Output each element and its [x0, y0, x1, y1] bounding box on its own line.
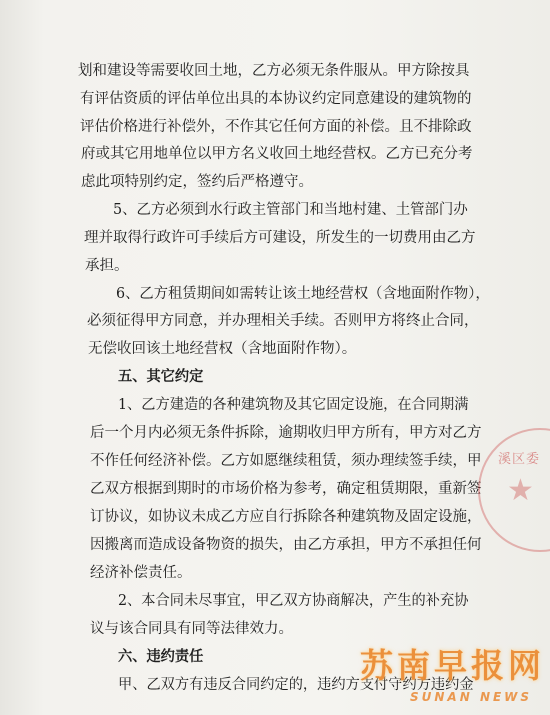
seal-text: 溪区委	[498, 452, 541, 467]
text-line: 必须征得甲方同意，并办理相关手续。否则甲方将终止合同，	[87, 313, 479, 329]
text-line: 划和建设等需要收回土地，乙方必须无条件服从。甲方除按具	[78, 63, 470, 79]
text-line: 乙双方根据到期时的市场价格为参考，确定租赁期限，重新签	[90, 481, 482, 497]
text-line: 有评估资质的评估单位出具的本协议约定同意建设的建筑物的	[80, 91, 472, 107]
text-line: 承担。	[85, 258, 129, 274]
text-line: 不作任何经济补偿。乙方如愿继续租赁，须办理续签手续，甲	[90, 453, 482, 469]
text-line: 评估价格进行补偿外，不作其它任何方面的补偿。且不排除政	[80, 119, 472, 135]
text-line: 2、本合同未尽事宜，甲乙双方协商解决，产生的补充协	[118, 593, 469, 609]
text-line: 议与该合同具有同等法律效力。	[90, 621, 293, 637]
text-line: 后一个月内必须无条件拆除，逾期收归甲方所有，甲方对乙方	[90, 425, 482, 441]
section-heading: 六、违约责任	[118, 648, 204, 665]
watermark-subtext: SUNAN NEWS	[410, 690, 533, 704]
text-line: 经济补偿责任。	[90, 565, 192, 581]
text-line: 因搬离而造成设备物资的损失，由乙方承担，甲方不承担任何	[90, 537, 482, 553]
text-line: 虑此项特别约定，签约后严格遵守。	[81, 174, 313, 190]
text-line: 6、乙方租赁期间如需转让该土地经营权（含地面附作物），	[116, 286, 490, 302]
text-line: 理并取得行政许可手续后方可建设，所发生的一切费用由乙方	[84, 230, 476, 246]
text-line: 无偿收回该土地经营权（含地面附作物）。	[88, 341, 357, 357]
text-line: 甲、乙双方有违反合同约定的，违约方支付守约方违约金	[118, 677, 474, 693]
section-heading: 五、其它约定	[118, 368, 204, 385]
watermark-text: 苏南早报网	[360, 646, 545, 685]
text-line: 5、乙方必须到水行政主管部门和当地村建、土管部门办	[113, 202, 468, 218]
text-line: 订协议，如协议未成乙方应自行拆除各种建筑物及固定设施，	[90, 509, 482, 525]
seal-star-icon: ★	[507, 473, 534, 508]
text-line: 府或其它用地单位以甲方名义收回土地经营权。乙方已充分考	[81, 146, 473, 162]
text-line: 1、乙方建造的各种建筑物及其它固定设施，在合同期满	[118, 397, 469, 413]
